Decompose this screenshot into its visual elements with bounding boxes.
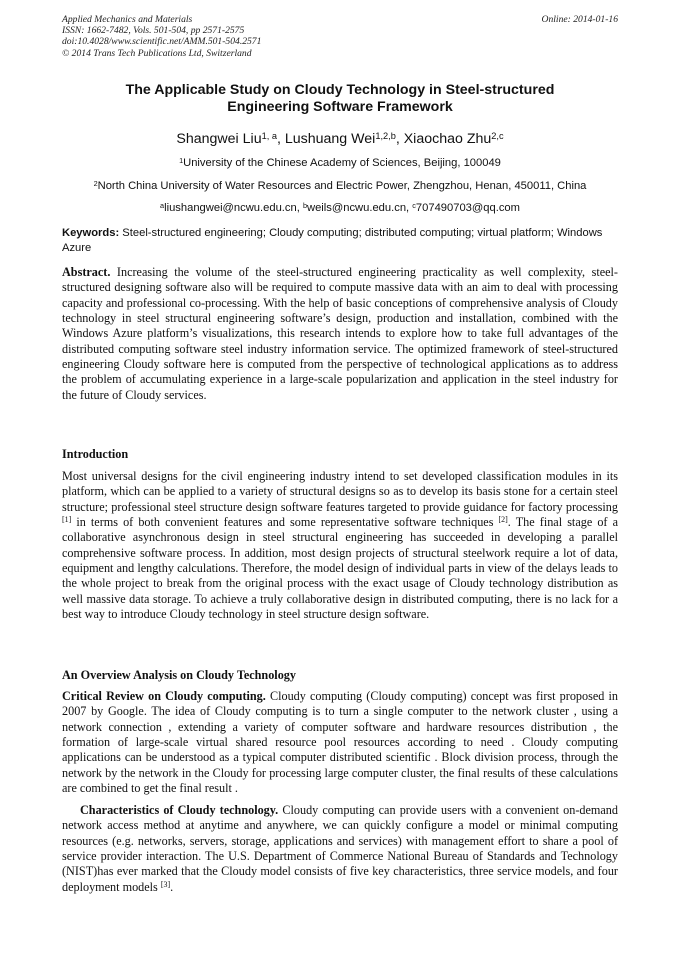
characteristics-paragraph <box>62 803 618 895</box>
author-separator: , <box>395 131 404 147</box>
affiliation-mark: 1 <box>179 155 184 165</box>
affiliation-text: University of the Chinese Academy of Sciences, Beijing, 100049 <box>183 157 501 169</box>
section-heading-introduction: Introduction <box>62 447 129 461</box>
citation: [3] <box>160 880 171 890</box>
abstract-text: Increasing the volume of the steel-structured engineering practicality as well complexity, steel- structured designing software also will be required to compute massive data with an aim to deal with processing capacity and professional co-processing. With the help of basic conceptions of comprehensive analysis of Cloudy technology in steel structural engineering software’s design, production and installation, combined with the Windows Azure platform’s visualizations, this research intends to explore how to take full advantages of the distributed computing software steel industry information service. The optimized framework of steel-structured engineering Cloudy software here is computed from the perspective of technological applications as to address the problem of accumulating experience in a large-scale popularization and application in the steel industry for the future of Cloudy services. <box>62 265 618 402</box>
keywords <box>62 226 618 256</box>
abstract <box>62 265 618 403</box>
section-heading-overview: An Overview Analysis on Cloudy Technology <box>62 668 296 682</box>
email-address: 707490703@qq.com <box>415 202 520 214</box>
email-mark: a <box>160 200 165 210</box>
author-separator: , <box>276 131 285 147</box>
subsection-label: Critical Review on Cloudy computing. <box>62 689 266 703</box>
affiliation-text: North China University of Water Resources and Electric Power, Zhengzhou, Henan, 450011, China <box>97 180 587 192</box>
paragraph-text: . The final stage of a collaborative asynchronous design in steel structural engineering has succeeded in developing a parallel comprehensive software process. In addition, most design projects of structural steelwork require a lot of data, equipment and lengthy calculations. Therefore, the model design of individual parts in view of the delays leads to the whole project to break from the original process with the exact usage of Cloudy technology distribution as well massive data storage. To achieve a truly collaborative design in distributed computing, there is no lack for a best way to introduce Cloudy technology in steel structure design software. <box>62 515 618 622</box>
affiliation-2 <box>62 179 618 193</box>
author-list <box>62 130 618 148</box>
email-address: weils@ncwu.edu.cn, <box>307 202 413 214</box>
author-name: Shangwei Liu <box>176 131 262 147</box>
paragraph-text: . <box>170 879 174 894</box>
abstract-label: Abstract. <box>62 265 111 279</box>
title-line-1: The Applicable Study on Cloudy Technology in Steel-structured <box>125 82 555 98</box>
online-date: Online: 2014-01-16 <box>541 14 618 25</box>
author-affiliation-mark: 2,c <box>491 130 504 141</box>
doi-line: doi:10.4028/www.scientific.net/AMM.501-504.2571 <box>62 36 262 48</box>
issn-line: ISSN: 1662-7482, Vols. 501-504, pp 2571-2575 <box>62 25 245 37</box>
introduction-paragraph <box>62 469 618 622</box>
critical-review-paragraph <box>62 689 618 796</box>
citation: [1] <box>62 515 72 525</box>
running-header <box>62 14 618 59</box>
author-emails <box>62 201 618 215</box>
keywords-label: Keywords: <box>62 227 120 239</box>
email-address: liushangwei@ncwu.edu.cn, <box>164 202 303 214</box>
paragraph-text: Most universal designs for the civil engineering industry intend to set developed classification modules in its platform, which can be applied to a variety of structural designs so as to develop its basis stone for a certain steel structure; professional steel structure design software features targeted to provide guidance for factory processing <box>62 469 618 514</box>
journal-name: Applied Mechanics and Materials <box>62 14 193 25</box>
author-affiliation-mark: 1, a <box>261 130 277 141</box>
email-mark: c <box>412 200 416 210</box>
paper-title <box>62 82 618 116</box>
author-name: Lushuang Wei <box>284 131 376 147</box>
citation: [2] <box>498 515 508 525</box>
paragraph-text: Cloudy computing (Cloudy computing) concept was first proposed in 2007 by Google. The idea of Cloudy computing is to turn a single computer to the network cluster , using a network connection , extending a variety of computer software and hardware resources distribution , the formation of large-scale virtual shared resource pool resources according to need . Cloudy computing applications can be understood as a typical computer distributed scientific . Block division process, through the network by the network in the Cloudy for processing large computer cluster, the final results of these calculations are combined to get the final result . <box>62 689 618 796</box>
subsection-label: Characteristics of Cloudy technology. <box>80 803 279 817</box>
affiliation-mark: 2 <box>93 178 98 188</box>
email-mark: b <box>302 200 307 210</box>
paragraph-text: in terms of both convenient features and some representative software techniques <box>71 515 499 530</box>
affiliation-1 <box>62 156 618 170</box>
title-line-2: Engineering Software Framework <box>227 99 453 115</box>
author-name: Xiaochao Zhu <box>403 131 492 147</box>
author-affiliation-mark: 1,2,b <box>375 130 396 141</box>
copyright-line: © 2014 Trans Tech Publications Ltd, Switzerland <box>62 47 252 59</box>
paragraph-text: Cloudy computing can provide users with a convenient on-demand network access method at anytime and anywhere, we can quickly configure a model or minimal computing resources (e.g. networks, servers, storage, applications and services) with management effort to share a pool of service provider interaction. The U.S. Department of Commerce National Bureau of Standards and Technology (NIST)has ever marked that the Cloudy model consists of five key characteristics, three service models, and four deployment models <box>62 803 618 894</box>
keywords-text: Steel-structured engineering; Cloudy computing; distributed computing; virtual platform; Windows Azure <box>62 227 603 254</box>
